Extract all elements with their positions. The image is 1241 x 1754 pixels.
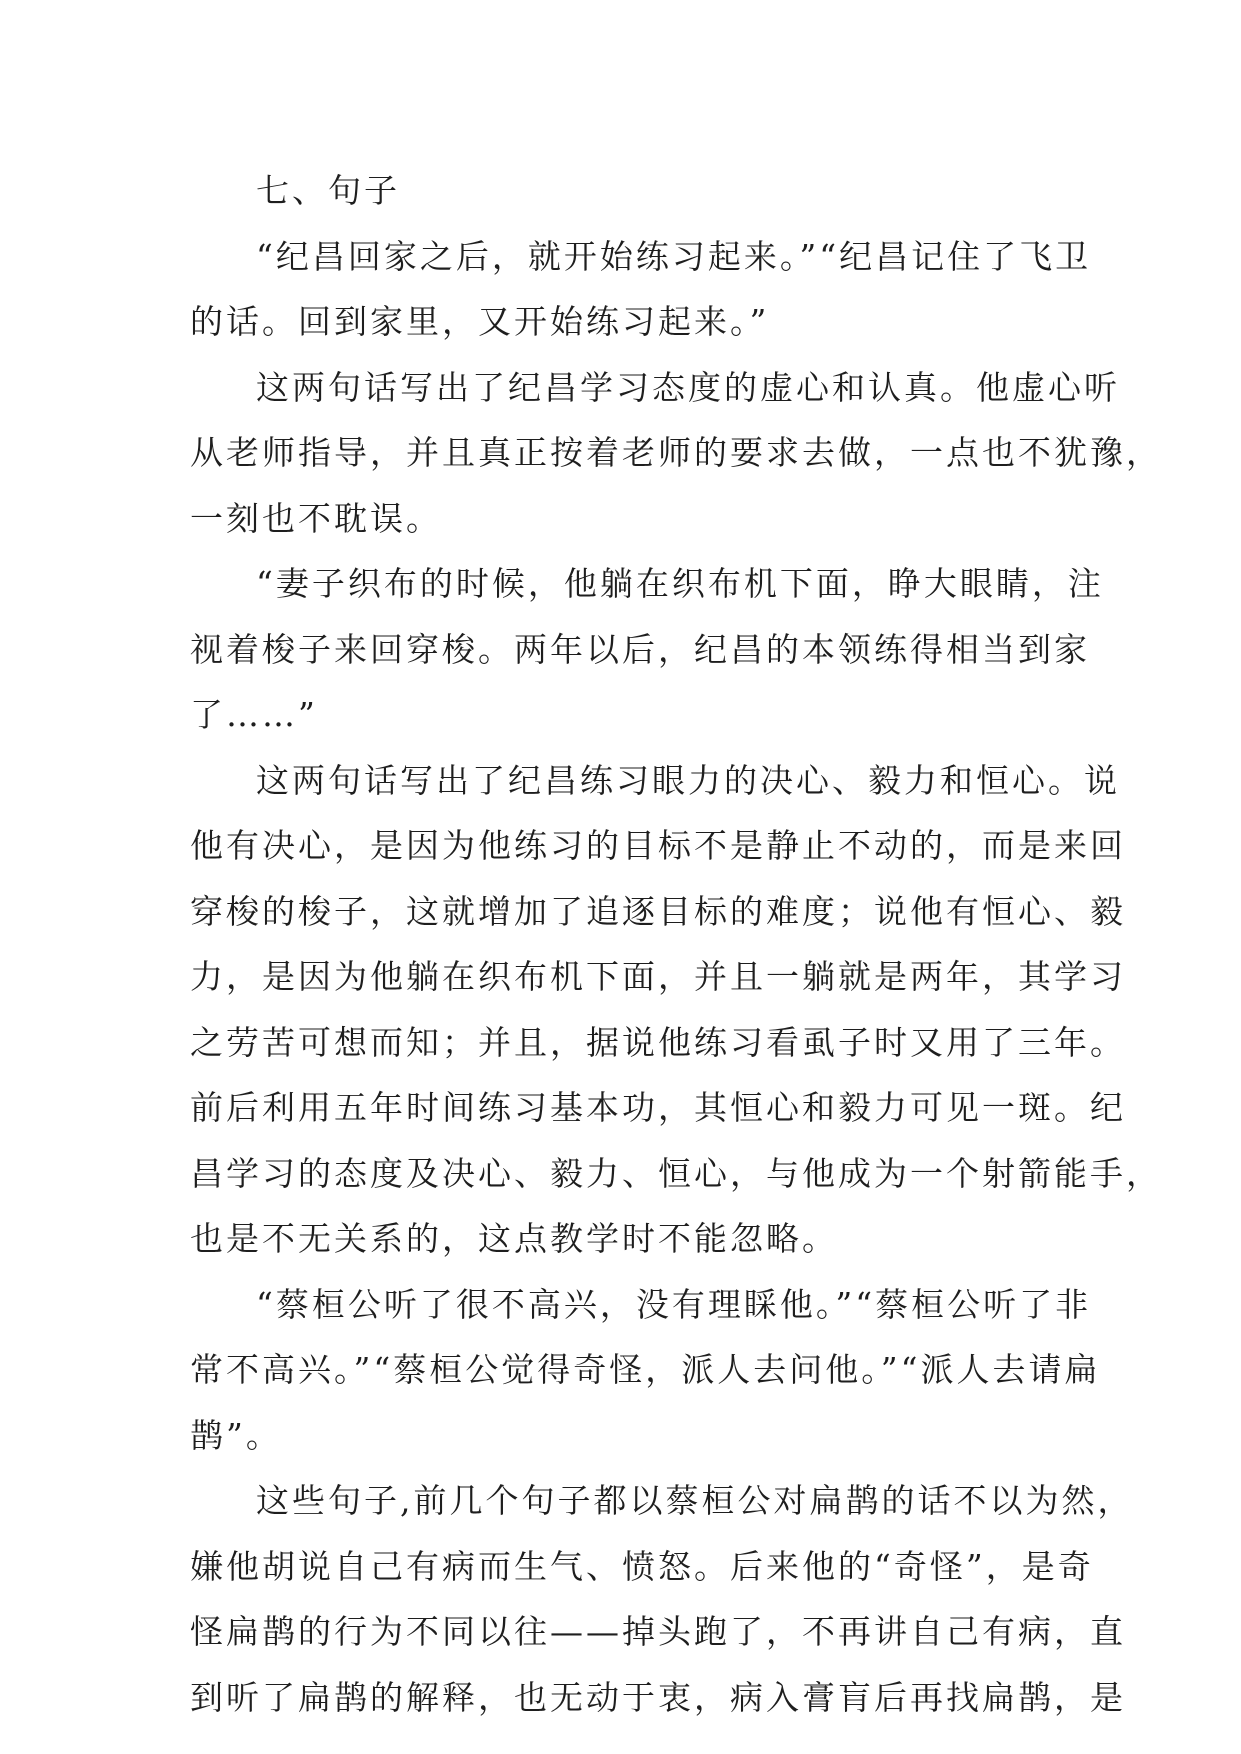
paragraph-line: 这些句子,前几个句子都以蔡桓公对扁鹊的话不以为然， — [256, 1481, 1134, 1520]
paragraph-5 — [190, 1272, 1101, 1469]
paragraph-line: 穿梭的梭子，这就增加了追逐目标的难度；说他有恒心、毅 — [190, 891, 1126, 931]
paragraph-line: 这两句话写出了纪昌学习态度的虚心和认真。他虚心听 — [256, 367, 1120, 407]
paragraph-line: 常不高兴。”“蔡桓公觉得奇怪，派人去问他。”“派人去请扁 — [190, 1350, 1101, 1389]
paragraph-line: 这两句话写出了纪昌练习眼力的决心、毅力和恒心。说 — [256, 760, 1120, 800]
paragraph-line: 前后利用五年时间练习基本功，其恒心和毅力可见一斑。纪 — [190, 1088, 1126, 1127]
paragraph-line: 从老师指导，并且真正按着老师的要求去做，一点也不犹豫， — [190, 433, 1162, 472]
section-heading: 七、句子 — [256, 171, 400, 210]
paragraph-2 — [190, 355, 1162, 552]
paragraph-line: 之劳苦可想而知；并且，据说他练习看虱子时又用了三年。 — [190, 1022, 1126, 1062]
paragraph-line: “蔡桓公听了很不高兴，没有理睬他。”“蔡桓公听了非 — [256, 1284, 1092, 1324]
paragraph-line: 到听了扁鹊的解释，也无动于衷，病入膏肓后再找扁鹊，是 — [190, 1677, 1126, 1717]
paragraph-line: 了……” — [190, 695, 318, 734]
paragraph-line: 也是不无关系的，这点教学时不能忽略。 — [190, 1219, 838, 1258]
paragraph-line: 力，是因为他躺在织布机下面，并且一躺就是两年，其学习 — [190, 957, 1126, 996]
paragraph-line: 昌学习的态度及决心、毅力、恒心，与他成为一个射箭能手， — [190, 1153, 1162, 1193]
paragraph-line: 鹊”。 — [190, 1415, 282, 1455]
paragraph-line: 嫌他胡说自己有病而生气、愤怒。后来他的“奇怪”，是奇 — [190, 1546, 1094, 1586]
document-body — [190, 158, 1162, 1730]
paragraph-line: 的话。回到家里，又开始练习起来。” — [190, 302, 770, 341]
paragraph-4 — [190, 748, 1162, 1272]
paragraph-line: 视着梭子来回穿梭。两年以后，纪昌的本领练得相当到家 — [190, 629, 1090, 669]
paragraph-6 — [190, 1468, 1134, 1730]
paragraph-1 — [190, 224, 1092, 355]
paragraph-line: “纪昌回家之后，就开始练习起来。”“纪昌记住了飞卫 — [256, 236, 1092, 276]
paragraph-line: 怪扁鹊的行为不同以往——掉头跑了，不再讲自己有病，直 — [190, 1612, 1126, 1651]
paragraph-line: “妻子织布的时候，他躺在织布机下面，睁大眼睛，注 — [256, 564, 1104, 603]
paragraph-line: 他有决心，是因为他练习的目标不是静止不动的，而是来回 — [190, 826, 1126, 865]
paragraph-3 — [190, 551, 1104, 748]
paragraph-line: 一刻也不耽误。 — [190, 498, 442, 538]
